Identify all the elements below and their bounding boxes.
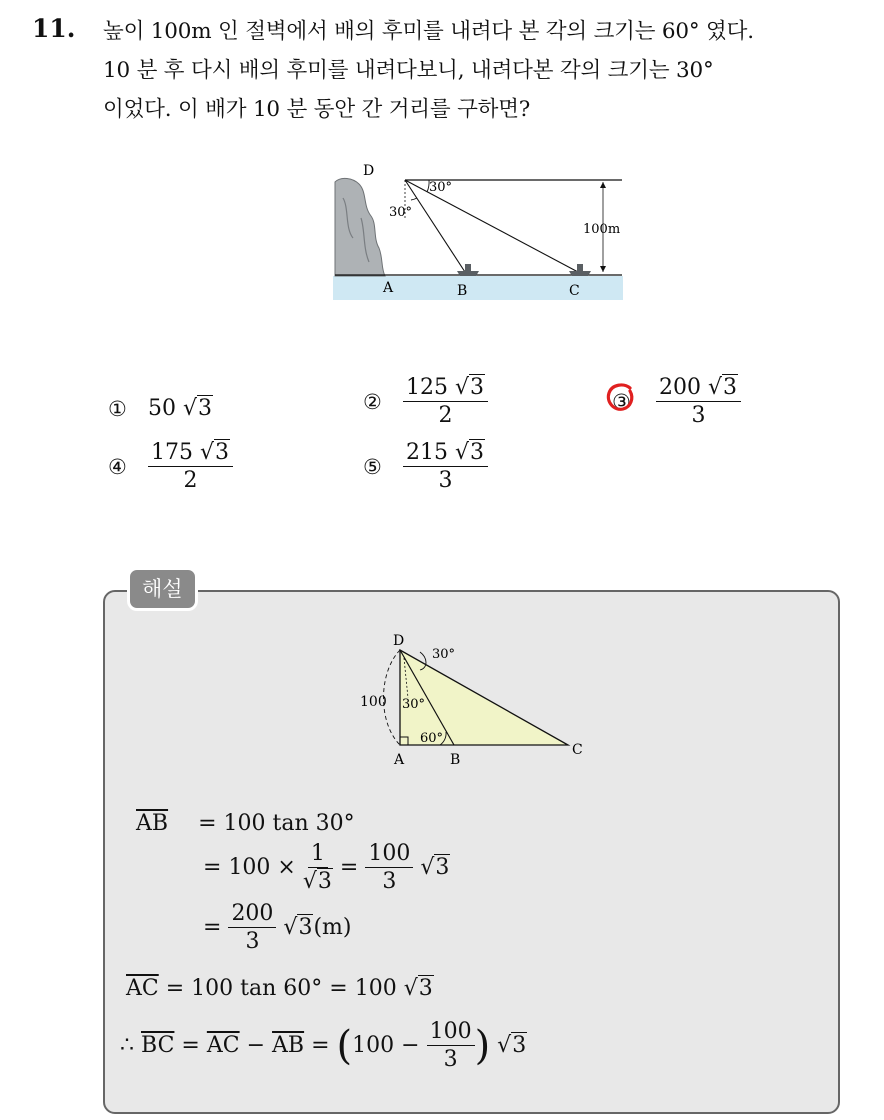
cliff-ship-figure xyxy=(333,158,625,302)
choice-4[interactable] xyxy=(108,441,233,492)
step-line-4: $\overline{AC}$ = 100 tan 60° = 100 √ 3 xyxy=(126,976,433,1001)
label-b: B xyxy=(457,283,468,299)
choice-number: ② xyxy=(363,389,382,414)
ship-c xyxy=(569,264,591,276)
step-line-3: = $\frac{200}{3}$ √ 3 (m) xyxy=(203,901,352,955)
step-line-2: = 100 × $\frac{1}{√3}$ = $\frac{100}{3}$ √ 3 xyxy=(203,841,450,895)
explanation-triangle-figure xyxy=(358,628,594,770)
question-text-line-1: 높이 100m 인 절벽에서 배의 후미를 내려다 본 각의 크기는 60° 였다. xyxy=(103,19,754,44)
side-label: 100 xyxy=(360,694,387,710)
label-a: A xyxy=(394,752,405,768)
label-d: D xyxy=(363,163,375,179)
choice-fraction: $\frac{125 √3}{2}$ xyxy=(403,376,488,427)
label-c: C xyxy=(569,283,580,299)
choice-value: 50 √3 xyxy=(148,396,213,421)
choice-5[interactable] xyxy=(363,441,488,492)
label-d: D xyxy=(393,633,405,649)
choice-number: ④ xyxy=(108,454,127,479)
angle-top: 30° xyxy=(432,647,456,662)
cliff xyxy=(335,178,385,276)
step-line-5: ∴ $\overline{BC}$ = $\overline{AC}$ − $\overline{AB}$ = ( 100 − $\frac{100}{3}$ ) √ 3 xyxy=(120,1019,527,1073)
choice-3[interactable] xyxy=(612,376,741,427)
choice-number: ③ xyxy=(612,390,656,414)
choice-number: ① xyxy=(108,396,127,421)
choice-1[interactable] xyxy=(108,396,213,421)
question-text-line-3: 이었다. 이 배가 10 분 동안 간 거리를 구하면? xyxy=(103,97,531,122)
explanation-tag: 해설 xyxy=(127,567,198,611)
height-label: 100m xyxy=(583,222,621,237)
angle-base: 60° xyxy=(420,731,444,746)
choice-fraction: $\frac{215 √3}{3}$ xyxy=(403,441,488,492)
angle-left: 30° xyxy=(389,205,413,220)
angle-mid: 30° xyxy=(402,697,426,712)
question-text-line-2: 10 분 후 다시 배의 후미를 내려다보니, 내려다본 각의 크기는 30° xyxy=(103,58,714,83)
selected-mark-icon xyxy=(606,382,636,412)
choice-fraction: $\frac{175 √3}{2}$ xyxy=(148,441,233,492)
choice-number: ⑤ xyxy=(363,454,382,479)
step-line-1: $\overline{AB}$ = 100 tan 30° xyxy=(136,811,355,836)
choice-2[interactable] xyxy=(363,376,488,427)
question-number: 11. xyxy=(32,14,76,43)
angle-top: 30° xyxy=(429,180,453,195)
label-c: C xyxy=(572,742,583,758)
choice-fraction: $\frac{200 √3}{3}$ xyxy=(656,376,741,427)
label-a: A xyxy=(383,280,394,296)
label-b: B xyxy=(450,752,461,768)
